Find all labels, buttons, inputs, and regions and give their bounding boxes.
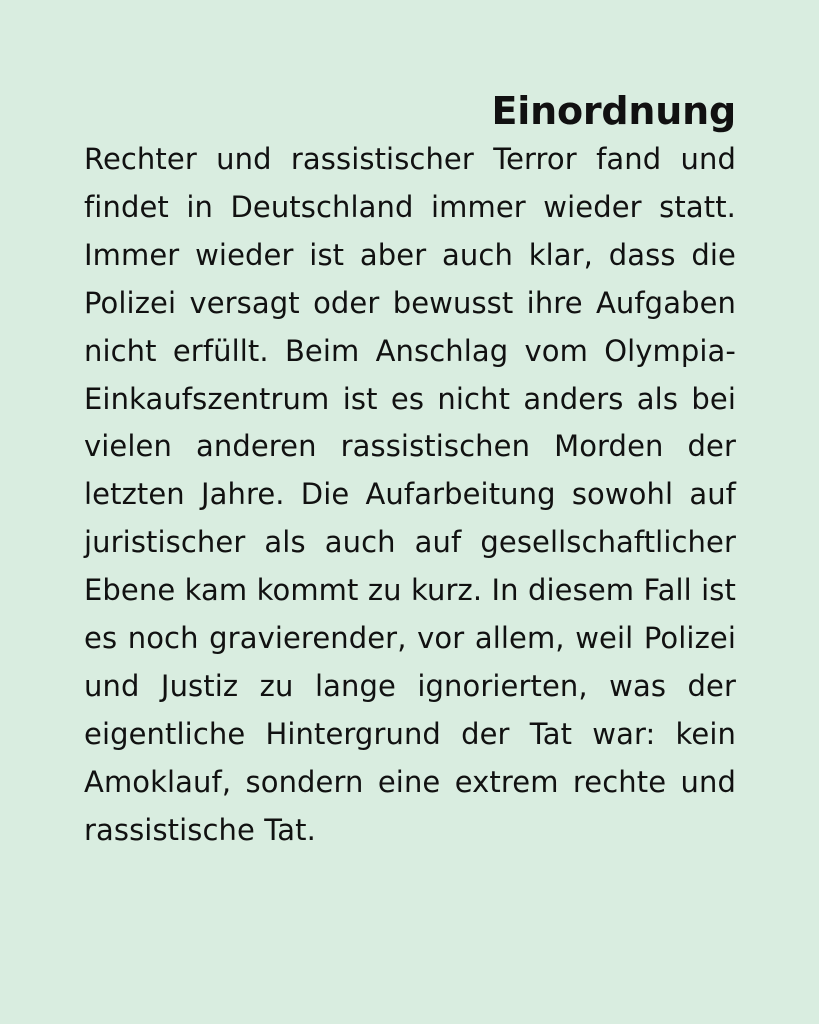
body-paragraph: Rechter und rassistischer Terror fand und findet in Deutschland immer wieder statt. Immer wieder ist aber auch klar, dass die Polizei versagt oder bewusst ihre Aufgaben nicht erfüllt. Beim Anschlag vom Olympia-Einkaufszentrum ist es nicht anders als bei vielen anderen rassistischen Morden der letzten Jahre. Die Aufarbeitung sowohl auf juristischer als auch auf gesellschaftlicher Ebene kam kommt zu kurz. In diesem Fall ist es noch gravierender, vor allem, weil Polizei und Justiz zu lange ignorierten, was der eigentliche Hintergrund der Tat war: kein Amoklauf, sondern eine extrem rechte und rassistische Tat.	[84, 142, 736, 847]
content-card	[84, 86, 736, 855]
section-heading: Einordnung	[491, 89, 736, 133]
